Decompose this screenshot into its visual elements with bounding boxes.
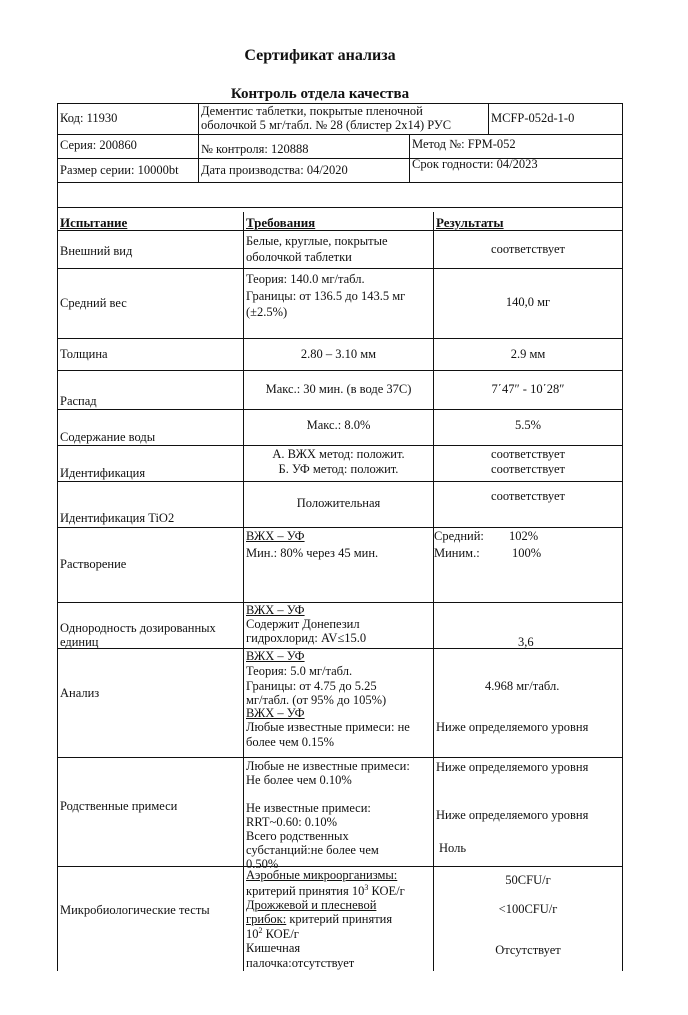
info-line-1 bbox=[57, 134, 623, 135]
header-results: Результаты bbox=[436, 215, 504, 230]
main-col-divider-1 bbox=[243, 212, 244, 971]
test-microbiology: Микробиологические тесты bbox=[60, 903, 210, 917]
test-thickness: Толщина bbox=[60, 347, 108, 361]
res-dissolution-value-1: 102% bbox=[509, 529, 539, 543]
req-assay-7: более чем 0.15% bbox=[246, 735, 335, 749]
row-line-appearance bbox=[57, 268, 623, 269]
row-line-disintegration bbox=[57, 409, 623, 410]
req-impurities-7: 0.50% bbox=[246, 857, 279, 871]
row-line-thickness bbox=[57, 370, 623, 371]
req-avg-weight-1: Теория: 140.0 мг/табл. bbox=[246, 272, 365, 286]
req-micro-1: Аэробные микроорганизмы: bbox=[246, 868, 398, 882]
test-uniformity-2: единиц bbox=[60, 635, 99, 649]
production-date: Дата производства: 04/2020 bbox=[201, 163, 348, 177]
method-number: Метод №: FPM-052 bbox=[412, 137, 516, 151]
req-impurities-4: RRT~0.60: 0.10% bbox=[246, 815, 338, 829]
test-appearance: Внешний вид bbox=[60, 244, 133, 258]
req-assay-1: ВЖХ – УФ bbox=[246, 649, 305, 663]
req-micro-2 bbox=[246, 883, 405, 899]
header-requirements: Требования bbox=[246, 215, 316, 230]
product-name-line-2: оболочкой 5 мг/табл. № 28 (блистер 2х14) РУС bbox=[201, 118, 452, 132]
info-col-divider-3 bbox=[409, 134, 410, 182]
req-identification-1: А. ВЖХ метод: положит. bbox=[272, 447, 405, 461]
main-col-divider-2 bbox=[433, 212, 434, 971]
row-line-weight bbox=[57, 338, 623, 339]
req-impurities-6: субстанций:не более чем bbox=[246, 843, 379, 857]
document-title: Сертификат анализа bbox=[244, 47, 396, 64]
row-line-dissolution bbox=[57, 602, 623, 603]
req-assay-5: ВЖХ – УФ bbox=[246, 706, 305, 720]
test-water: Содержание воды bbox=[60, 430, 156, 444]
res-identification-1: соответствует bbox=[491, 447, 565, 461]
control-number: № контроля: 120888 bbox=[201, 142, 309, 156]
req-micro-2-exponent: 3 bbox=[364, 883, 369, 892]
req-impurities-5: Всего родственных bbox=[246, 829, 349, 843]
res-impurities-3: Ноль bbox=[439, 841, 467, 855]
req-impurities-2: Не более чем 0.10% bbox=[246, 773, 352, 787]
res-dissolution-label-1: Средний: bbox=[434, 529, 484, 543]
res-avg-weight: 140,0 мг bbox=[505, 295, 551, 309]
row-line-water bbox=[57, 445, 623, 446]
req-avg-weight-3: (±2.5%) bbox=[246, 305, 288, 319]
series-number: Серия: 200860 bbox=[60, 138, 137, 152]
req-uniformity-1: ВЖХ – УФ bbox=[246, 603, 305, 617]
info-line-4 bbox=[57, 207, 623, 208]
req-micro-5-exponent: 2 bbox=[258, 926, 263, 935]
req-uniformity-3: гидрохлорид: AV≤15.0 bbox=[246, 631, 367, 645]
main-header-line bbox=[57, 230, 623, 231]
test-assay: Анализ bbox=[60, 686, 100, 700]
res-uniformity: 3,6 bbox=[518, 635, 534, 649]
res-dissolution-value-2: 100% bbox=[512, 546, 542, 560]
row-line-impurities bbox=[57, 866, 623, 867]
req-micro-4 bbox=[246, 912, 392, 926]
req-micro-4-label: грибок: bbox=[246, 912, 287, 926]
req-micro-6: Кишечная bbox=[246, 941, 301, 955]
req-avg-weight-2: Границы: от 136.5 до 143.5 мг bbox=[246, 289, 406, 303]
req-identification-2: Б. УФ метод: положит. bbox=[278, 462, 399, 476]
req-micro-2-unit: КОЕ/г bbox=[368, 884, 405, 899]
info-col-divider-1 bbox=[198, 103, 199, 182]
row-line-tio2 bbox=[57, 527, 623, 528]
test-dissolution: Растворение bbox=[60, 557, 127, 571]
table-border-left bbox=[57, 103, 58, 971]
req-micro-4-text: критерий принятия bbox=[286, 912, 393, 926]
req-uniformity-2: Содержит Донепезил bbox=[246, 617, 360, 631]
row-line-uniformity bbox=[57, 648, 623, 649]
req-dissolution-1: ВЖХ – УФ bbox=[246, 529, 305, 543]
table-border-right bbox=[622, 103, 623, 971]
res-micro-3: Отсутствует bbox=[495, 943, 561, 957]
req-micro-5 bbox=[246, 926, 299, 942]
header-test: Испытание bbox=[60, 215, 128, 230]
res-impurities-1: Ниже определяемого уровня bbox=[436, 760, 589, 774]
res-tio2: соответствует bbox=[491, 489, 565, 503]
res-micro-1: 50CFU/г bbox=[505, 873, 551, 887]
row-line-assay bbox=[57, 757, 623, 758]
req-assay-2: Теория: 5.0 мг/табл. bbox=[246, 664, 353, 678]
test-tio2: Идентификация TiO2 bbox=[60, 511, 175, 525]
test-avg-weight: Средний вес bbox=[60, 296, 127, 310]
document-code: MCFP-052d-1-0 bbox=[491, 111, 575, 125]
test-disintegration: Распад bbox=[60, 394, 97, 408]
res-water: 5.5% bbox=[514, 418, 542, 432]
res-identification-2: соответствует bbox=[491, 462, 565, 476]
test-identification: Идентификация bbox=[60, 466, 146, 480]
req-appearance-2: оболочкой таблетки bbox=[246, 250, 352, 264]
expiry-date: Срок годности: 04/2023 bbox=[412, 157, 538, 171]
res-disintegration: 7΄47″ - 10΄28″ bbox=[491, 382, 565, 396]
req-assay-4: мг/табл. (от 95% до 105%) bbox=[246, 693, 387, 707]
document-subtitle: Контроль отдела качества bbox=[230, 86, 410, 102]
res-dissolution-label-2: Миним.: bbox=[434, 546, 480, 560]
req-water: Макс.: 8.0% bbox=[306, 418, 371, 432]
req-dissolution-2: Мин.: 80% через 45 мин. bbox=[246, 546, 379, 560]
res-assay-1: 4.968 мг/табл. bbox=[485, 679, 560, 693]
batch-size: Размер серии: 10000bt bbox=[60, 163, 179, 177]
req-impurities-1: Любые не известные примеси: bbox=[246, 759, 410, 773]
req-thickness: 2.80 – 3.10 мм bbox=[300, 347, 377, 361]
req-appearance-1: Белые, круглые, покрытые bbox=[246, 234, 388, 248]
req-micro-7: палочка:отсутствует bbox=[246, 956, 355, 970]
req-disintegration: Макс.: 30 мин. (в воде 37С) bbox=[265, 382, 412, 396]
info-line-3 bbox=[57, 182, 623, 183]
test-impurities: Родственные примеси bbox=[60, 799, 178, 813]
res-thickness: 2.9 мм bbox=[510, 347, 546, 361]
product-name-line-1: Дементис таблетки, покрытые пленочной bbox=[201, 104, 423, 118]
req-micro-2-text: критерий принятия 10 bbox=[246, 884, 365, 899]
req-tio2: Положительная bbox=[296, 496, 381, 510]
req-impurities-3: Не известные примеси: bbox=[246, 801, 371, 815]
info-col-divider-2 bbox=[488, 103, 489, 134]
res-impurities-2: Ниже определяемого уровня bbox=[436, 808, 589, 822]
res-assay-2: Ниже определяемого уровня bbox=[436, 720, 589, 734]
test-uniformity-1: Однородность дозированных bbox=[60, 621, 216, 635]
info-line-2 bbox=[57, 158, 623, 159]
product-code: Код: 11930 bbox=[60, 111, 118, 125]
req-micro-5-base: 10 bbox=[246, 927, 259, 942]
row-line-identification bbox=[57, 481, 623, 482]
res-appearance: соответствует bbox=[491, 242, 565, 256]
req-assay-3: Границы: от 4.75 до 5.25 bbox=[246, 679, 377, 693]
res-micro-2: <100CFU/г bbox=[498, 902, 558, 916]
req-micro-3: Дрожжевой и плесневой bbox=[246, 898, 377, 912]
req-micro-5-unit: КОЕ/г bbox=[262, 927, 299, 942]
req-assay-6: Любые известные примеси: не bbox=[246, 720, 410, 734]
